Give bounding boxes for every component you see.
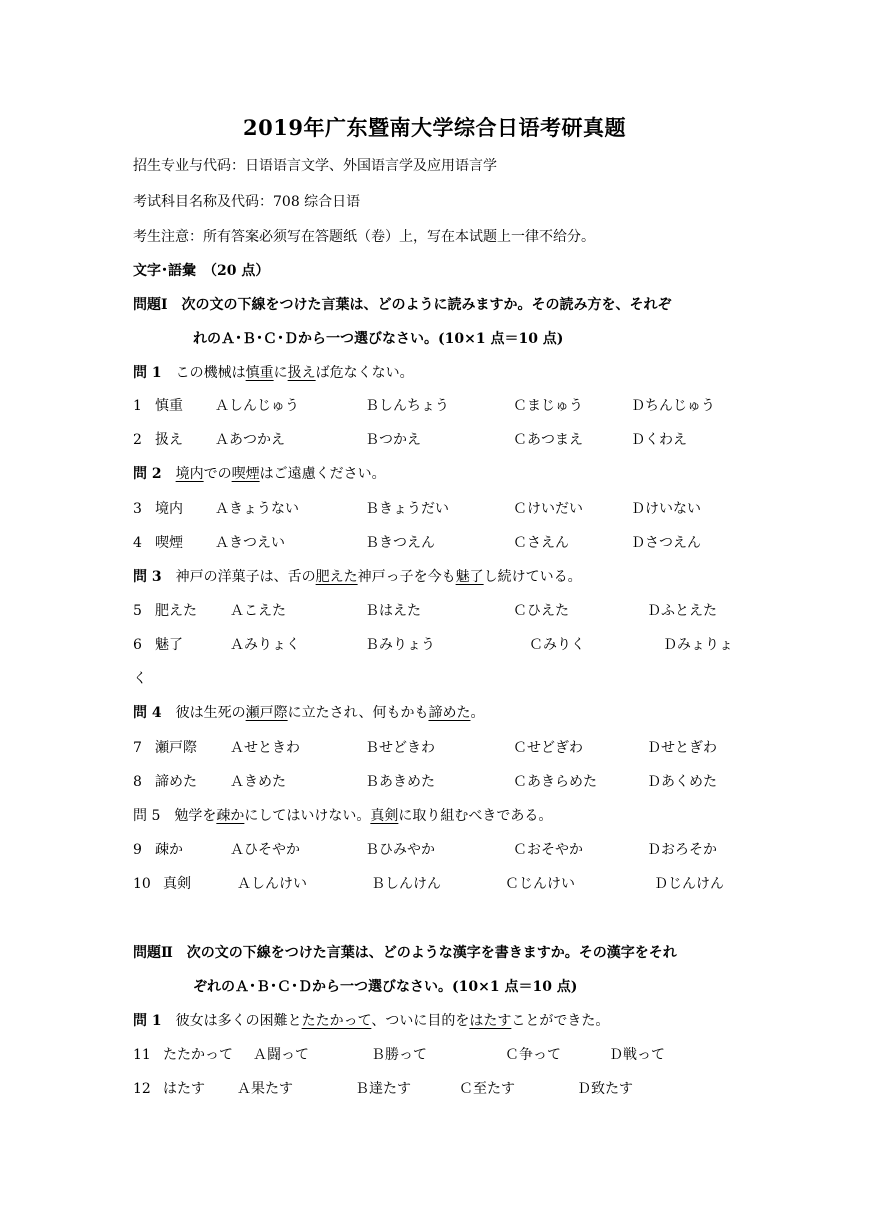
sentence-text: はご遠慮ください。 (259, 466, 386, 482)
sentence-text: ことができた。 (511, 1013, 610, 1029)
exam-notice: 考生注意：所有答案必须写在答题纸（卷）上，写在本试题上一律不给分。 (133, 229, 595, 245)
underlined-word: 扱え (287, 365, 316, 381)
option-a: Ａきつえい (215, 535, 285, 551)
underlined-word: 魅了 (455, 569, 484, 585)
major-info: 招生专业与代码：日语语言文学、外国语言学及应用语言学 (133, 158, 497, 174)
part1-heading: 問題Ⅰ 次の文の下線をつけた言葉は、どのように読みますか。その読み方を、それぞ (133, 297, 672, 313)
underlined-word: 疎か (216, 808, 245, 824)
option-b: Ｂせどきわ (365, 740, 435, 756)
option-b: Ｂしんけん (371, 876, 441, 892)
question-label: 問 1 (133, 365, 162, 381)
item-word: はたす (163, 1081, 205, 1097)
sentence-text: ば危なくない。 (315, 365, 414, 381)
underlined-word: 真剣 (370, 808, 399, 824)
question-label: 問 3 (133, 569, 162, 585)
option-b: Ｂきつえん (365, 535, 435, 551)
sentence-text: での (203, 466, 232, 482)
question-sentence (133, 567, 582, 587)
option-d: Ｄちんじゅう (631, 398, 715, 414)
option-b: Ｂみりょう (365, 637, 435, 653)
sentence-text: 神戸っ子を今も (357, 569, 456, 585)
option-d: Ｄあくめた (647, 774, 717, 790)
item-number: 1 (133, 398, 142, 414)
sentence-text: に (273, 365, 288, 381)
option-a: Ａあつかえ (215, 432, 285, 448)
option-c: Ｃせどぎわ (513, 740, 583, 756)
underlined-word: 肥えた (315, 569, 358, 585)
question-sentence (133, 464, 386, 484)
item-word: 慎重 (155, 398, 183, 414)
item-number: 5 (133, 603, 142, 619)
option-b: Ｂ達たす (355, 1081, 411, 1097)
sentence-text: 彼女は多くの困難と (161, 1013, 302, 1029)
option-a: Ａ果たす (237, 1081, 293, 1097)
option-c: Ｃ争って (505, 1047, 561, 1063)
option-a: Ａひそやか (230, 842, 300, 858)
item-word: 喫煙 (155, 535, 183, 551)
underlined-word: はたす (469, 1013, 512, 1029)
option-c: Ｃさえん (513, 535, 569, 551)
sentence-text: 。 (470, 705, 485, 721)
underlined-word: 境内 (175, 466, 204, 482)
option-d: Ｄさつえん (631, 535, 701, 551)
underlined-word: 喫煙 (231, 466, 260, 482)
question-label: 問 4 (133, 705, 162, 721)
item-number: 6 (133, 637, 142, 653)
option-c: Ｃ至たす (459, 1081, 515, 1097)
item-word: 魅了 (155, 637, 183, 653)
option-d: Ｄおろそか (647, 842, 717, 858)
wrapped-text: く (133, 671, 147, 687)
option-a: Ａしんけい (237, 876, 307, 892)
item-number: 3 (133, 501, 142, 517)
underlined-word: 瀬戸際 (245, 705, 288, 721)
option-d: Ｄふとえた (647, 603, 717, 619)
option-c: Ｃじんけい (505, 876, 575, 892)
option-c: Ｃあつまえ (513, 432, 583, 448)
item-number: 11 (133, 1047, 151, 1063)
sentence-text: 神戸の洋菓子は、舌の (161, 569, 316, 585)
item-word: 瀬戸際 (155, 740, 197, 756)
option-d: Ｄけいない (631, 501, 701, 517)
item-word: 境内 (155, 501, 183, 517)
option-b: Ｂしんちょう (365, 398, 449, 414)
question-label: 問 2 (133, 466, 162, 482)
option-a: Ａきょうない (215, 501, 299, 517)
option-c: Ｃあきらめた (513, 774, 597, 790)
question-sentence (133, 703, 484, 723)
part2-heading-cont: ぞれのＡ･Ｂ･Ｃ･Ｄから一つ選びなさい。(10×1 点＝10 点) (193, 979, 578, 995)
option-b: Ｂはえた (365, 603, 421, 619)
underlined-word: 慎重 (245, 365, 274, 381)
option-d: Ｄくわえ (631, 432, 687, 448)
item-number: 4 (133, 535, 142, 551)
question-sentence (133, 1011, 609, 1031)
item-number: 2 (133, 432, 142, 448)
option-a: Ａせときわ (230, 740, 300, 756)
question-label: 問 5 (133, 808, 161, 824)
item-number: 12 (133, 1081, 151, 1097)
option-d: Ｄ致たす (577, 1081, 633, 1097)
subject-info: 考试科目名称及代码：708 综合日语 (133, 194, 361, 210)
option-c: Ｃひえた (513, 603, 569, 619)
option-a: Ａこえた (230, 603, 286, 619)
option-b: Ｂ勝って (371, 1047, 427, 1063)
sentence-text: に取り組むべきである。 (398, 808, 553, 824)
part2-heading: 問題Ⅱ 次の文の下線をつけた言葉は、どのような漢字を書きますか。その漢字をそれ (133, 945, 677, 961)
page-title: 2019年广东暨南大学综合日语考研真题 (243, 115, 626, 140)
option-a: Ａみりょく (230, 637, 300, 653)
item-word: 諦めた (155, 774, 197, 790)
item-number: 8 (133, 774, 142, 790)
section-heading: 文字･語彙 （20 点） (133, 263, 270, 279)
item-word: 真剣 (163, 876, 191, 892)
sentence-text: この機械は (161, 365, 246, 381)
part1-heading-cont: れのＡ･Ｂ･Ｃ･Ｄから一つ選びなさい。(10×1 点＝10 点) (193, 331, 564, 347)
option-a: Ａ闘って (253, 1047, 309, 1063)
item-number: 7 (133, 740, 142, 756)
item-word: 扱え (155, 432, 183, 448)
option-b: Ｂあきめた (365, 774, 435, 790)
option-c: Ｃみりく (529, 637, 585, 653)
option-d: Ｄじんけん (654, 876, 724, 892)
item-number: 10 (133, 876, 151, 892)
option-c: Ｃまじゅう (513, 398, 583, 414)
option-c: Ｃおそやか (513, 842, 583, 858)
underlined-word: たたかって (301, 1013, 372, 1029)
item-word: 肥えた (155, 603, 197, 619)
sentence-text: にしてはいけない。 (244, 808, 371, 824)
option-d: Ｄせとぎわ (647, 740, 717, 756)
option-a: Ａきめた (230, 774, 286, 790)
option-c: Ｃけいだい (513, 501, 583, 517)
sentence-text: 、ついに目的を (371, 1013, 470, 1029)
underlined-word: 諦めた (428, 705, 471, 721)
option-b: Ｂつかえ (365, 432, 421, 448)
item-number: 9 (133, 842, 142, 858)
question-sentence (133, 363, 414, 383)
option-b: Ｂきょうだい (365, 501, 449, 517)
question-label: 問 1 (133, 1013, 162, 1029)
sentence-text: 彼は生死の (161, 705, 246, 721)
item-word: たたかって (163, 1047, 233, 1063)
option-b: Ｂひみやか (365, 842, 435, 858)
option-a: Ａしんじゅう (215, 398, 299, 414)
sentence-text: し続けている。 (483, 569, 582, 585)
question-sentence (133, 806, 552, 826)
sentence-text: 勉学を (160, 808, 217, 824)
option-d: Ｄみょりょ (663, 637, 733, 653)
sentence-text (162, 466, 176, 482)
sentence-text: に立たされ、何もかも (287, 705, 429, 721)
option-d: Ｄ戦って (609, 1047, 665, 1063)
item-word: 疎か (155, 842, 183, 858)
